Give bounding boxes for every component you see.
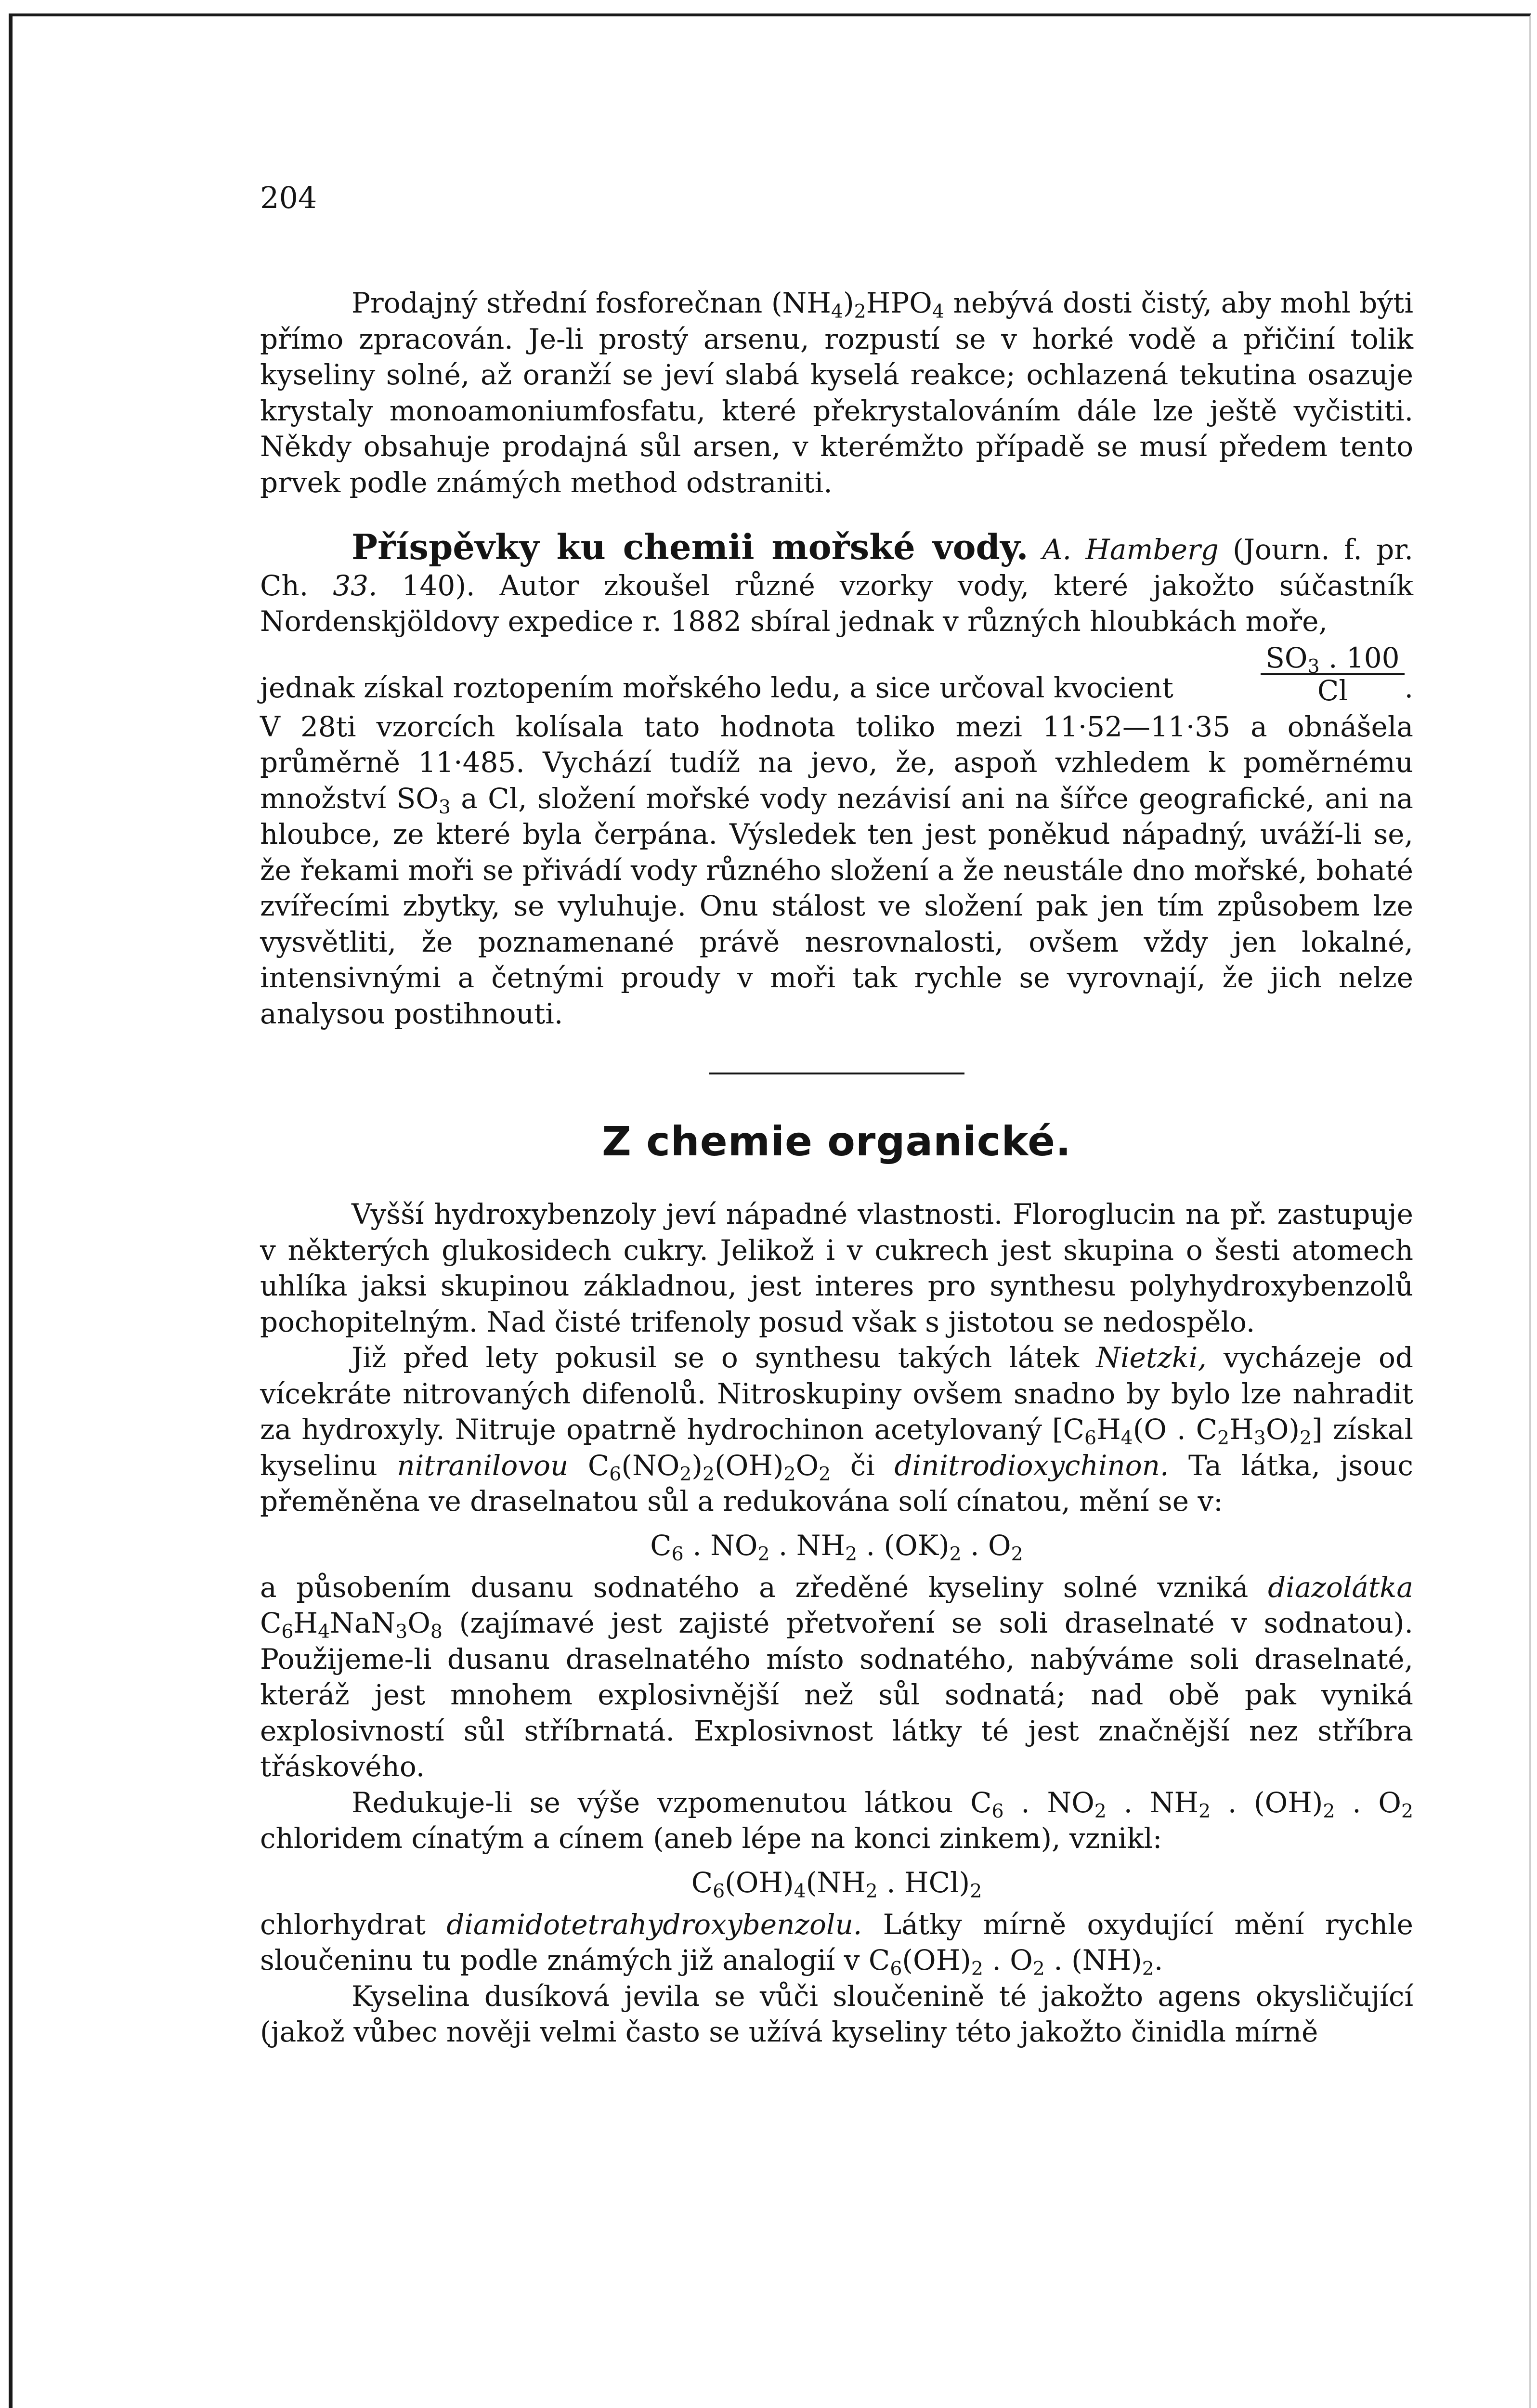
formula-chlorhydrate: $C_6(OH)_4(NH_2$ . $HCl)_2$: [691, 1866, 982, 1902]
reduction-paragraph: Redukuje-li se výše vzpomenutou látkou $C_6$ . $NO_2$ . $NH_2$ . $(OH)_2$ . $O_2$ chloridem cínatým a cínem (aneb lépe na konci zinkem), vznikl:: [260, 1786, 1414, 1855]
sea-water-article-intro: Příspěvky ku chemii mořské vody. A. Hamberg (Journ. f. pr. Ch. 33. 140). Autor zkoušel různé vzorky vody, které jakožto súčastník Nordenskjöldovy expedice r. 1882 sbíral jednak v různých hloubkách moře,: [260, 526, 1413, 638]
sea-water-article-body: V 28ti vzorcích kolísala tato hodnota toliko mezi 11·52—11·35 a obnášela průměrně 11·485. Vychází tudíž na jevo, že, aspoň vzhledem k poměrnému množství $SO_3$ a Cl, složení mořské vody nezávisí ani na šířce geografické, ani na hloubce, ze které byla čerpána. Výsledek ten jest poněkud nápadný, uváží-li se, že řekami moři se přivádí vody různého složení a že neustále dno mořské, bohaté zvířecími zbytky, se vyluhuje. Onu stálost ve složení pak jen tím způsobem lze vysvětliti, že poznamenané právě nesrovnalosti, ovšem vždy jen lokalné, intensivnými a četnými proudy v moři tak rychle se vyrovnají, že jich nelze analysou postihnouti.: [260, 710, 1413, 1030]
section-title: Z chemie organické.: [601, 1118, 1072, 1165]
article-author: A. Hamberg: [1042, 533, 1219, 566]
quotient-fraction: $\frac{SO_3 . 100}{Cl}$: [1261, 642, 1404, 706]
phosphate-paragraph: Prodajný střední fosforečnan $(NH_4)_2HPO_4$ nebývá dosti čistý, aby mohl býti přímo zpracován. Je-li prostý arsenu, rozpustí se v horké vodě a přičiní tolik kyseliny solné, až oranží se jeví slabá kyselá reakce; ochlazená tekutina osazuje krystaly monoamoniumfosfatu, které překrystalováním dále lze ještě vyčistiti. Někdy obsahuje prodajná sůl arsen, v kterémžto případě se musí předem tento prvek podle známých method odstraniti.: [260, 287, 1414, 499]
quotient-line: jednak získal roztopením mořského ledu, a sice určoval kvocient $\frac{SO_3 . 100}{Cl}$ .: [260, 641, 1413, 707]
section-separator: [709, 1073, 964, 1074]
nitric-acid-paragraph: Kyselina dusíková jevila se vůči sloučenině té jakožto agens okysličující (jakož vůbec nověji velmi často se užívá kyseliny této jakožto činidla mírně: [260, 1979, 1413, 2048]
formula-potassium-salt: $C_6$ . $NO_2$ . $NH_2$ . $(OK)_2$ . $O_2$: [650, 1529, 1023, 1565]
diazo-paragraph: a působením dusanu sodnatého a zředěné kyseliny solné vzniká diazolátka $C_6H_4NaN_3O_8$ (zajímavé jest zajisté přetvoření se soli draselnaté v sodnatou). Použijeme-li dusanu draselnatého místo sodnatého, nabýváme soli draselnaté, kteráž jest mnohem explosivnější než sůl sodnatá; nad obě pak vyniká explosivností sůl stříbrnatá. Explosivnost látky té jest značnější nez stříbra třáskového.: [260, 1570, 1413, 1783]
hydroxybenzol-paragraph: Vyšší hydroxybenzoly jeví nápadné vlastnosti. Floroglucin na př. zastupuje v některých glukosidech cukry. Jelikož i v cukrech jest skupina o šesti atomech uhlíka jaksi skupinou základnou, jest interes pro synthesu polyhydroxybenzolů pochopitelným. Nad čisté trifenoly posud však s jistotou se nedospělo.: [260, 1198, 1413, 1338]
text-column: [260, 180, 1414, 2050]
chlorhydrate-paragraph: chlorhydrat diamidotetrahydroxybenzolu. Látky mírně oxydující mění rychle sloučeninu tu podle známých již analogií v $C_6(OH)_2$ . $O_2$ . $(NH)_2$.: [260, 1908, 1413, 1980]
nietzki-paragraph: Již před lety pokusil se o synthesu takých látek Nietzki, vycházeje od vícekráte nitrovaných difenolů. Nitroskupiny ovšem snadno by bylo lze nahradit za hydroxyly. Nitruje opatrně hydrochinon acetylovaný [$C_6H_4(O$ . $C_2H_3O)_2$] získal kyselinu nitranilovou $C_6(NO_2)_2(OH)_2O_2$ či dinitrodioxychinon. Ta látka, jsouc přeměněna ve draselnatou sůl a redukována solí cínatou, mění se v:: [260, 1341, 1413, 1518]
page-number: 204: [260, 180, 317, 215]
article-heading: Příspěvky ku chemii mořské vody.: [352, 526, 1029, 567]
